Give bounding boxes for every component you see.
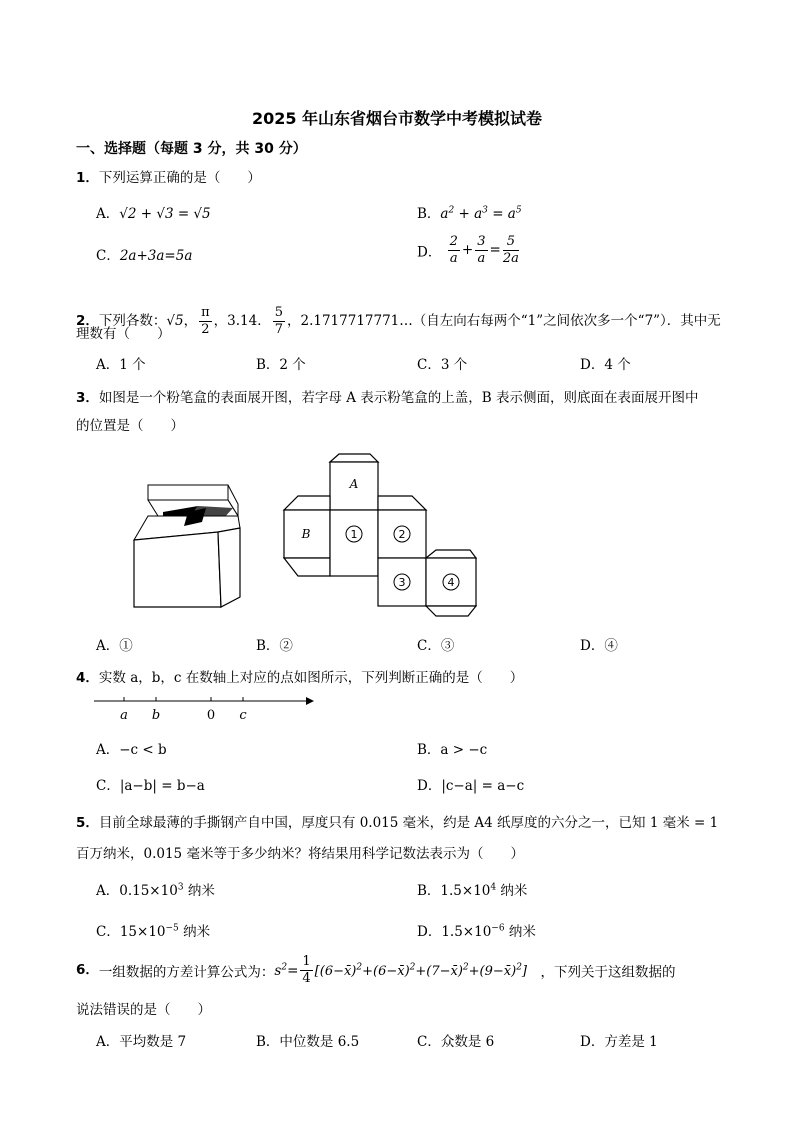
question-number: 1． — [76, 170, 99, 186]
net-label-a: A — [349, 477, 359, 491]
section-heading: 一、选择题（每题 3 分，共 30 分） — [76, 141, 307, 157]
axis-label-c: c — [239, 708, 247, 723]
question-stem: 下列各数： — [98, 313, 167, 329]
option-label: D． — [417, 244, 442, 261]
chalk-box-figure — [128, 482, 246, 610]
question-number: 3． — [76, 390, 99, 406]
question-number: 4． — [76, 670, 99, 686]
question-stem-part: ，3.14． — [213, 313, 271, 329]
number-line-figure — [92, 692, 314, 726]
option-4b[interactable]: B．a > −c — [417, 742, 488, 758]
option-2c[interactable]: C．3 个 — [417, 357, 468, 373]
net-label-4: 4 — [447, 576, 455, 589]
question-number: 6． — [76, 962, 99, 978]
question-stem: 实数 a，b，c 在数轴上对应的点如图所示，下列判断正确的是（ ） — [98, 670, 524, 686]
option-1b[interactable]: B．$a^2 + a^3 = a^5$ — [417, 205, 522, 222]
option-6c[interactable]: C．众数是 6 — [417, 1034, 495, 1050]
net-label-3: 3 — [398, 576, 406, 589]
option-4a[interactable]: A．−c < b — [96, 742, 167, 758]
option-3a[interactable]: A．① — [96, 638, 133, 654]
option-6d[interactable]: D．方差是 1 — [580, 1034, 658, 1050]
option-1c[interactable] — [96, 244, 192, 264]
question-stem-part: ，2.1717717771…（自左向右每两个“1”之间依次多一个“7”）．其中无 — [287, 313, 721, 329]
option-5b[interactable]: B．$1.5\times 10^4$ 纳米 — [417, 882, 528, 899]
option-6a[interactable]: A．平均数是 7 — [96, 1034, 187, 1050]
option-label: B． — [417, 206, 441, 222]
axis-label-b: b — [151, 708, 161, 723]
option-5d[interactable]: D．$1.5\times 10^{-6}$ 纳米 — [417, 923, 536, 940]
question-2-line2: 理数有（ ） — [76, 326, 171, 342]
option-3c[interactable]: C．③ — [417, 638, 455, 654]
option-expression: 2a+3a=5a — [119, 248, 193, 264]
option-4c[interactable]: C．|a−b| = b−a — [96, 778, 205, 794]
question-stem: 如图是一个粉笔盒的表面展开图，若字母 A 表示粉笔盒的上盖，B 表示侧面，则底面在表面展开图中 — [98, 390, 699, 406]
option-2b[interactable]: B．2 个 — [256, 357, 306, 373]
net-label-2: 2 — [398, 528, 406, 541]
option-4d[interactable]: D．|c−a| = a−c — [417, 778, 525, 794]
question-5 — [76, 811, 718, 831]
net-label-b: B — [301, 527, 311, 541]
option-1a[interactable]: A．√2 + √3 = √5 — [96, 206, 211, 222]
question-stem-part: ，下列关于这组数据的 — [540, 964, 676, 981]
option-2d[interactable]: D．4 个 — [580, 357, 631, 373]
question-number: 5． — [76, 815, 99, 831]
unit-label: 纳米 — [187, 883, 215, 899]
question-6-line2: 说法错误的是（ ） — [76, 1002, 211, 1018]
net-label-1: 1 — [350, 528, 358, 541]
option-5c[interactable]: C．$15\times 10^{-5}$ 纳米 — [96, 923, 211, 940]
question-1 — [76, 166, 261, 186]
question-4 — [76, 666, 523, 686]
question-number: 2． — [76, 313, 99, 329]
option-2a[interactable]: A．1 个 — [96, 357, 146, 373]
question-stem: 目前全球最薄的手撕钢产自中国，厚度只有 0.015 毫米，约是 A4 纸厚度的六分之一，已知 1 毫米 = 1 — [98, 815, 719, 831]
option-label: A． — [96, 206, 120, 222]
option-5a[interactable]: A．$0.15\times 10^3$ 纳米 — [96, 882, 215, 899]
question-2: 2．下列各数：√5， $\frac{\pi}{2}$ ，3.14． $\frac{5}{7}$ ，2.1717717771…（自左向右每两个“1”之间依次多一个“7”）．其中无 — [76, 305, 721, 337]
axis-label-zero: 0 — [206, 708, 216, 723]
question-5-line2: 百万纳米，0.015 毫米等于多少纳米？将结果用科学记数法表示为（ ） — [76, 846, 524, 862]
unit-label: 纳米 — [508, 924, 536, 940]
unit-label: 纳米 — [183, 924, 211, 940]
option-1d[interactable]: D． $\frac{2}{a}$ + $\frac{3}{a}$ = $\frac{5}{2a}$ — [417, 234, 519, 266]
page-title: 2025 年山东省烟台市数学中考模拟试卷 — [251, 109, 543, 128]
option-3b[interactable]: B．② — [256, 638, 293, 654]
question-stem: 一组数据的方差计算公式为： — [98, 964, 275, 981]
box-net-figure — [282, 452, 482, 620]
option-3d[interactable]: D．④ — [580, 638, 618, 654]
question-3-line2: 的位置是（ ） — [76, 418, 184, 434]
unit-label: 纳米 — [500, 883, 528, 899]
option-label: C． — [96, 248, 120, 264]
option-6b[interactable]: B．中位数是 6.5 — [256, 1034, 360, 1050]
axis-label-a: a — [120, 708, 128, 723]
question-stem: 下列运算正确的是（ ） — [98, 170, 261, 186]
question-6: 6．一组数据的方差计算公式为：$s^2=$ $\frac{1}{4}$ [(6−x̄)$^2$+(6−x̄)$^2$+(7−x̄)$^2$+(9−x̄)$^2$] ，下列关于这组数据的 — [76, 954, 676, 986]
question-3 — [76, 386, 698, 406]
